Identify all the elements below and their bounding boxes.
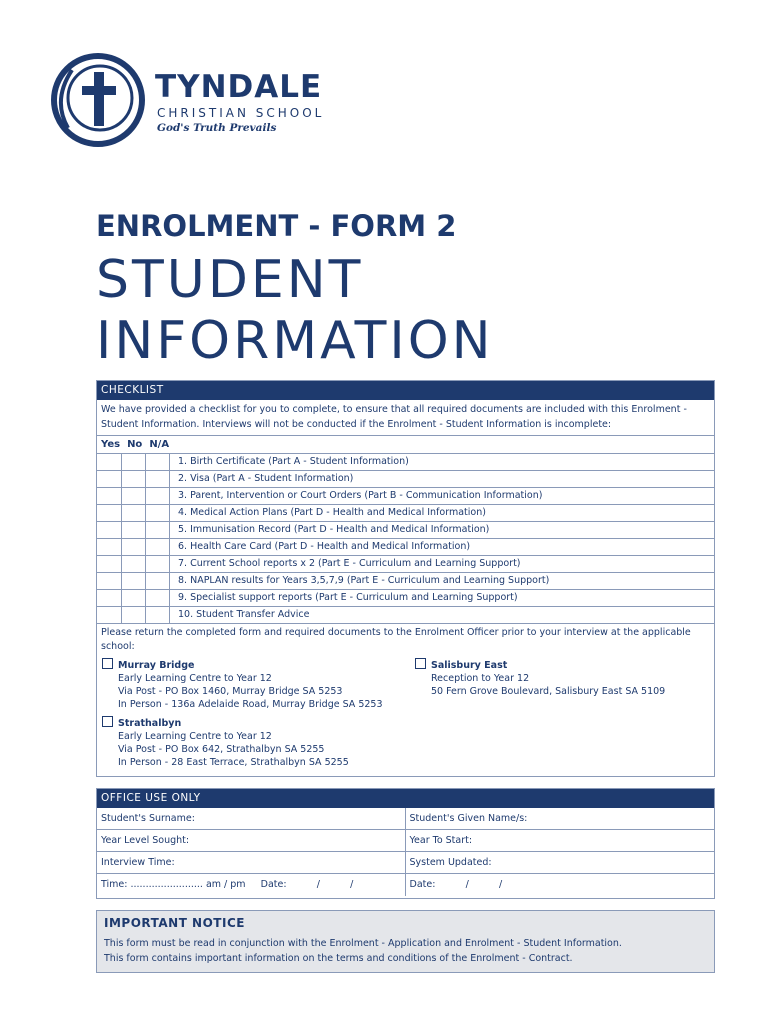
checklist-item-label: 6. Health Care Card (Part D - Health and Medical Information): [178, 541, 471, 552]
checklist-item-label: 2. Visa (Part A - Student Information): [178, 473, 354, 484]
location-salisbury-east: [415, 658, 665, 698]
office-row: [97, 808, 714, 830]
location-line: In Person - 28 East Terrace, Strathalbyn SA 5255: [118, 757, 349, 768]
checkbox-na[interactable]: [146, 590, 170, 606]
salisbury-east-checkbox[interactable]: [415, 658, 426, 669]
year-start-field[interactable]: Year To Start:: [409, 835, 473, 846]
cross-emblem-icon: [50, 50, 150, 150]
location-line: Early Learning Centre to Year 12: [118, 673, 272, 684]
notice-title: IMPORTANT NOTICE: [104, 916, 245, 930]
checklist-item-label: 10. Student Transfer Advice: [178, 609, 310, 620]
strathalbyn-checkbox[interactable]: [102, 716, 113, 727]
location-name: Salisbury East: [431, 660, 508, 671]
checklist-row: [97, 454, 714, 471]
checklist-row: [97, 488, 714, 505]
checkbox-na[interactable]: [146, 488, 170, 504]
given-names-field[interactable]: Student's Given Name/s:: [409, 813, 528, 824]
checkbox-yes[interactable]: [97, 488, 122, 504]
checkbox-na[interactable]: [146, 573, 170, 589]
office-row: [97, 830, 714, 852]
checkbox-na[interactable]: [146, 505, 170, 521]
checklist-item-label: 1. Birth Certificate (Part A - Student Information): [178, 456, 409, 467]
location-line: Via Post - PO Box 1460, Murray Bridge SA 5253: [118, 686, 343, 697]
checkbox-no[interactable]: [122, 522, 146, 538]
checkbox-yes[interactable]: [97, 573, 122, 589]
checkbox-yes[interactable]: [97, 522, 122, 538]
col-yes: Yes: [101, 439, 121, 450]
notice-line-1: This form must be read in conjunction with the Enrolment - Application and Enrolment - Student Information.: [104, 938, 622, 949]
logo-name: TYNDALE: [155, 69, 323, 105]
checkbox-no[interactable]: [122, 556, 146, 572]
checklist-row: [97, 471, 714, 488]
checklist-item-label: 8. NAPLAN results for Years 3,5,7,9 (Part E - Curriculum and Learning Support): [178, 575, 550, 586]
date-field[interactable]: Date: / /: [409, 879, 503, 890]
logo-motto: God's Truth Prevails: [157, 122, 277, 134]
checklist-item-label: 4. Medical Action Plans (Part D - Health and Medical Information): [178, 507, 486, 518]
checkbox-no[interactable]: [122, 607, 146, 623]
return-instructions: Please return the completed form and required documents to the Enrolment Officer prior to your interview at the applicable school:: [101, 627, 691, 652]
checkbox-yes[interactable]: [97, 505, 122, 521]
checklist-header: CHECKLIST: [97, 381, 714, 400]
year-level-field[interactable]: Year Level Sought:: [97, 830, 406, 851]
office-row: [97, 852, 714, 874]
checklist-intro: We have provided a checklist for you to complete, to ensure that all required documents are included with this Enrolment - Student Information. Interviews will not be conducted if the Enrolment - Student Information is incomplete:: [97, 400, 714, 436]
checklist-item-label: 7. Current School reports x 2 (Part E - Curriculum and Learning Support): [178, 558, 521, 569]
system-updated-field[interactable]: System Updated:: [409, 857, 492, 868]
checkbox-na[interactable]: [146, 522, 170, 538]
school-logo: [50, 50, 340, 150]
location-line: 50 Fern Grove Boulevard, Salisbury East SA 5109: [431, 686, 666, 697]
interview-time-field[interactable]: Interview Time:: [97, 852, 406, 873]
checkbox-no[interactable]: [122, 471, 146, 487]
checkbox-no[interactable]: [122, 454, 146, 470]
checklist-item-label: 3. Parent, Intervention or Court Orders (Part B - Communication Information): [178, 490, 543, 501]
location-name: Strathalbyn: [118, 718, 182, 729]
time-date-field[interactable]: Time: ........................ am / pm Date: / /: [97, 874, 406, 896]
location-name: Murray Bridge: [118, 660, 195, 671]
checkbox-na[interactable]: [146, 454, 170, 470]
checkbox-yes[interactable]: [97, 590, 122, 606]
checklist-row: [97, 556, 714, 573]
checkbox-na[interactable]: [146, 556, 170, 572]
location-line: Early Learning Centre to Year 12: [118, 731, 272, 742]
surname-field[interactable]: Student's Surname:: [97, 808, 406, 829]
checkbox-yes[interactable]: [97, 539, 122, 555]
office-use-section: [96, 788, 715, 899]
murray-bridge-checkbox[interactable]: [102, 658, 113, 669]
important-notice: [96, 910, 715, 973]
checkbox-yes[interactable]: [97, 607, 122, 623]
checklist-row: [97, 522, 714, 539]
checklist-section: [96, 380, 715, 777]
location-strathalbyn: [102, 716, 349, 769]
checkbox-na[interactable]: [146, 539, 170, 555]
checkbox-yes[interactable]: [97, 454, 122, 470]
checkbox-yes[interactable]: [97, 556, 122, 572]
location-murray-bridge: [102, 658, 383, 711]
col-na: N/A: [149, 439, 170, 450]
checkbox-yes[interactable]: [97, 471, 122, 487]
form-label: ENROLMENT - FORM 2: [96, 209, 457, 243]
title-line-1: STUDENT: [96, 250, 364, 310]
title-line-2: INFORMATION: [96, 311, 494, 371]
school-locations: [97, 656, 714, 774]
checklist-row: [97, 590, 714, 607]
checkbox-no[interactable]: [122, 573, 146, 589]
checkbox-no[interactable]: [122, 590, 146, 606]
checklist-item-label: 9. Specialist support reports (Part E - Curriculum and Learning Support): [178, 592, 518, 603]
location-line: Via Post - PO Box 642, Strathalbyn SA 5255: [118, 744, 325, 755]
checkbox-no[interactable]: [122, 505, 146, 521]
logo-subtitle: CHRISTIAN SCHOOL: [157, 106, 325, 120]
checklist-row: [97, 505, 714, 522]
location-line: Reception to Year 12: [431, 673, 530, 684]
checklist-rows: [97, 454, 714, 624]
checkbox-na[interactable]: [146, 607, 170, 623]
checklist-item-label: 5. Immunisation Record (Part D - Health and Medical Information): [178, 524, 490, 535]
checkbox-no[interactable]: [122, 539, 146, 555]
office-row: [97, 874, 714, 896]
notice-line-2: This form contains important information on the terms and conditions of the Enrolment - Contract.: [104, 953, 573, 964]
col-no: No: [127, 439, 143, 450]
checklist-row: [97, 539, 714, 556]
checklist-row: [97, 573, 714, 590]
page-title: [96, 250, 494, 372]
checklist-row: [97, 607, 714, 624]
location-line: In Person - 136a Adelaide Road, Murray Bridge SA 5253: [118, 699, 383, 710]
checkbox-na[interactable]: [146, 471, 170, 487]
office-header: OFFICE USE ONLY: [97, 789, 714, 808]
checkbox-no[interactable]: [122, 488, 146, 504]
checklist-column-headers: [97, 436, 714, 454]
